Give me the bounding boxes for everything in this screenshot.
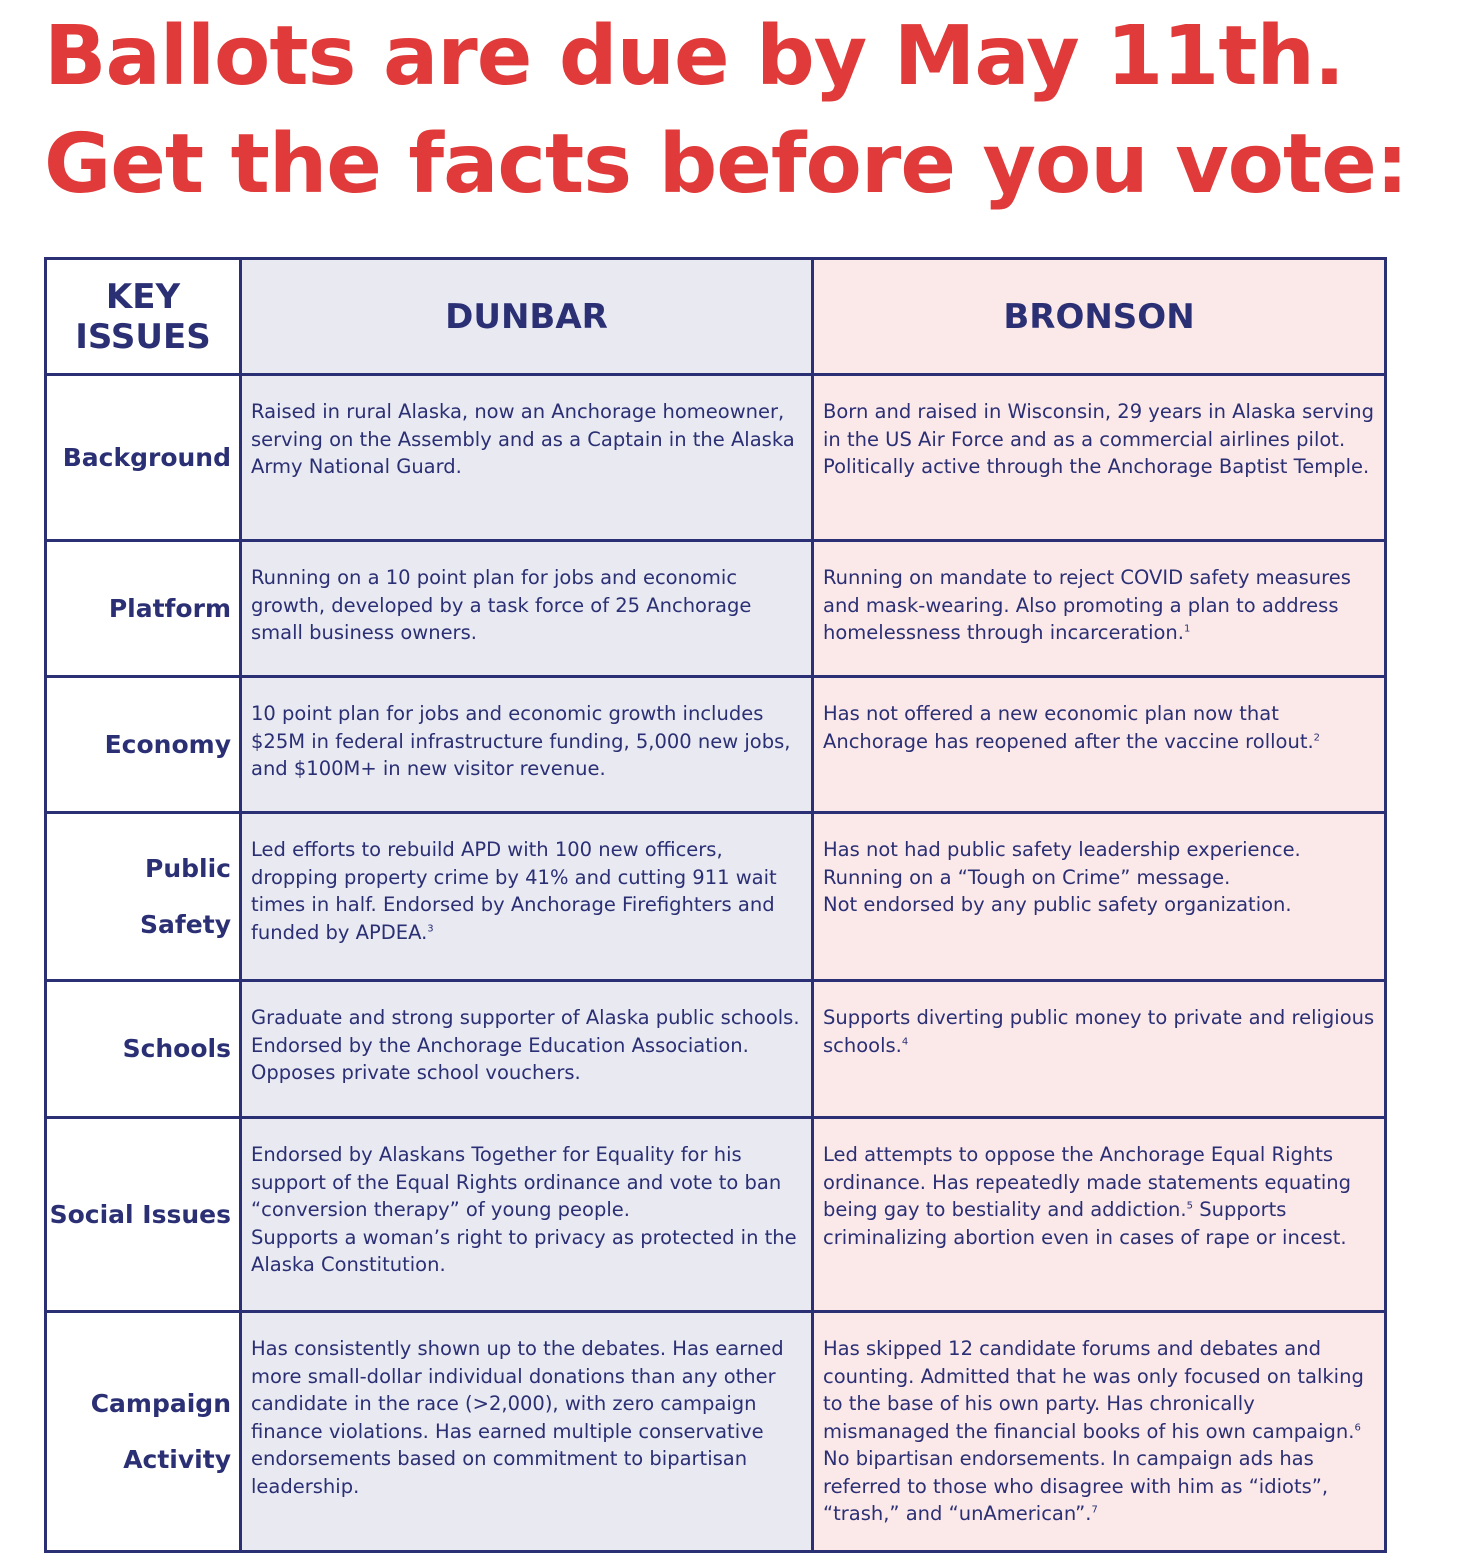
comparison-table <box>44 257 1387 1553</box>
table-row <box>46 541 1386 677</box>
bronson-cell <box>813 1312 1386 1552</box>
issue-label <box>46 1312 241 1552</box>
footnote-marker: 4 <box>901 1036 909 1047</box>
table-row <box>46 981 1386 1118</box>
dunbar-line: Supports a woman’s right to privacy as protected in the Alaska Constitution. <box>251 1225 797 1276</box>
bronson-cell <box>813 677 1386 813</box>
issue-label-line1: Campaign <box>90 1388 231 1418</box>
bronson-cell <box>813 813 1386 981</box>
table-header-row <box>46 259 1386 375</box>
dunbar-cell <box>241 1118 813 1312</box>
table-row <box>46 1118 1386 1312</box>
footnote-marker: 3 <box>427 923 434 934</box>
table-row <box>46 375 1386 541</box>
bronson-text: Led attempts to oppose the Anchorage Equal Rights ordinance. Has repeatedly made statements equating being gay to bestiality and addiction. <box>823 1143 1351 1221</box>
issue-label: Social Issues <box>46 1118 241 1312</box>
bronson-line: Running on a “Tough on Crime” message. <box>823 865 1231 889</box>
key-issues-header-line1: KEY <box>105 276 181 317</box>
dunbar-line: Endorsed by Alaskans Together for Equality for his support of the Equal Rights ordinance and vote to ban “conversion therapy” of young people. <box>251 1143 782 1221</box>
candidate-bronson-header: BRONSON <box>813 259 1386 375</box>
table-row <box>46 1312 1386 1552</box>
issue-label: Schools <box>46 981 241 1118</box>
bronson-text: Running on mandate to reject COVID safety measures and mask-wearing. Also promoting a plan to address homelessness through incarceration. <box>823 566 1351 644</box>
bronson-text: Has not offered a new economic plan now that Anchorage has reopened after the vaccine rollout. <box>823 702 1314 753</box>
issue-label: Economy <box>46 677 241 813</box>
bronson-cell <box>813 1118 1386 1312</box>
footnote-marker: 7 <box>1091 1504 1098 1516</box>
dunbar-text: Led efforts to rebuild APD with 100 new officers, dropping property crime by 41% and cutting 911 wait times in half. Endorsed by Anchorage Firefighters and funded by APDEA. <box>251 838 777 944</box>
dunbar-cell: Has consistently shown up to the debates. Has earned more small-dollar individual donations than any other candidate in the race (>2,000), with zero campaign finance violations. Has earned multiple conservative endorsements based on commitment to bipartisan leadership. <box>241 1312 813 1552</box>
dunbar-cell: Running on a 10 point plan for jobs and economic growth, developed by a task force of 25 Anchorage small business owners. <box>241 541 813 677</box>
key-issues-header <box>46 259 241 375</box>
bronson-line: Not endorsed by any public safety organization. <box>823 893 1292 916</box>
dunbar-cell: Raised in rural Alaska, now an Anchorage homeowner, serving on the Assembly and as a Captain in the Alaska Army National Guard. <box>241 375 813 541</box>
dunbar-cell <box>241 813 813 981</box>
headline-due-date: Ballots are due by May 11th. <box>44 9 1345 104</box>
dunbar-cell: Graduate and strong supporter of Alaska public schools. Endorsed by the Anchorage Education Association. Opposes private school vouchers. <box>241 981 813 1118</box>
bronson-text: No bipartisan endorsements. In campaign ads has referred to those who disagree with him as “idiots”, “trash,” and “unAmerican”. <box>823 1447 1329 1525</box>
footnote-marker: 5 <box>1186 1200 1193 1212</box>
bronson-cell <box>813 981 1386 1118</box>
candidate-dunbar-header: DUNBAR <box>241 259 813 375</box>
dunbar-cell: 10 point plan for jobs and economic growth includes $25M in federal infrastructure funding, 5,000 new jobs, and $100M+ in new visitor revenue. <box>241 677 813 813</box>
bronson-text: Supports diverting public money to private and religious schools. <box>823 1006 1375 1057</box>
key-issues-header-line2: ISSUES <box>75 316 211 357</box>
table-row <box>46 813 1386 981</box>
issue-label: Public Safety <box>46 813 241 981</box>
bronson-cell <box>813 541 1386 677</box>
headline-get-facts: Get the facts before you vote: <box>44 117 1408 212</box>
issue-label: Background <box>46 375 241 541</box>
bronson-text: Supports criminalizing abortion even in cases of rape or incest. <box>823 1198 1347 1249</box>
issue-label: Platform <box>46 541 241 677</box>
footnote-marker: 1 <box>1183 623 1191 635</box>
bronson-line: Has not had public safety leadership experience. <box>823 838 1301 861</box>
bronson-cell: Born and raised in Wisconsin, 29 years in Alaska serving in the US Air Force and as a commercial airlines pilot. Politically active through the Anchorage Baptist Temple. <box>813 375 1386 541</box>
issue-label-line2: Activity <box>123 1444 231 1474</box>
bronson-text: Has skipped 12 candidate forums and debates and counting. Admitted that he was only focused on talking to the base of his own party. Has chronically mismanaged the financial books of his own campaign. <box>823 1337 1364 1443</box>
footnote-marker: 2 <box>1313 732 1321 743</box>
table-row <box>46 677 1386 813</box>
footnote-marker: 6 <box>1354 1422 1361 1433</box>
